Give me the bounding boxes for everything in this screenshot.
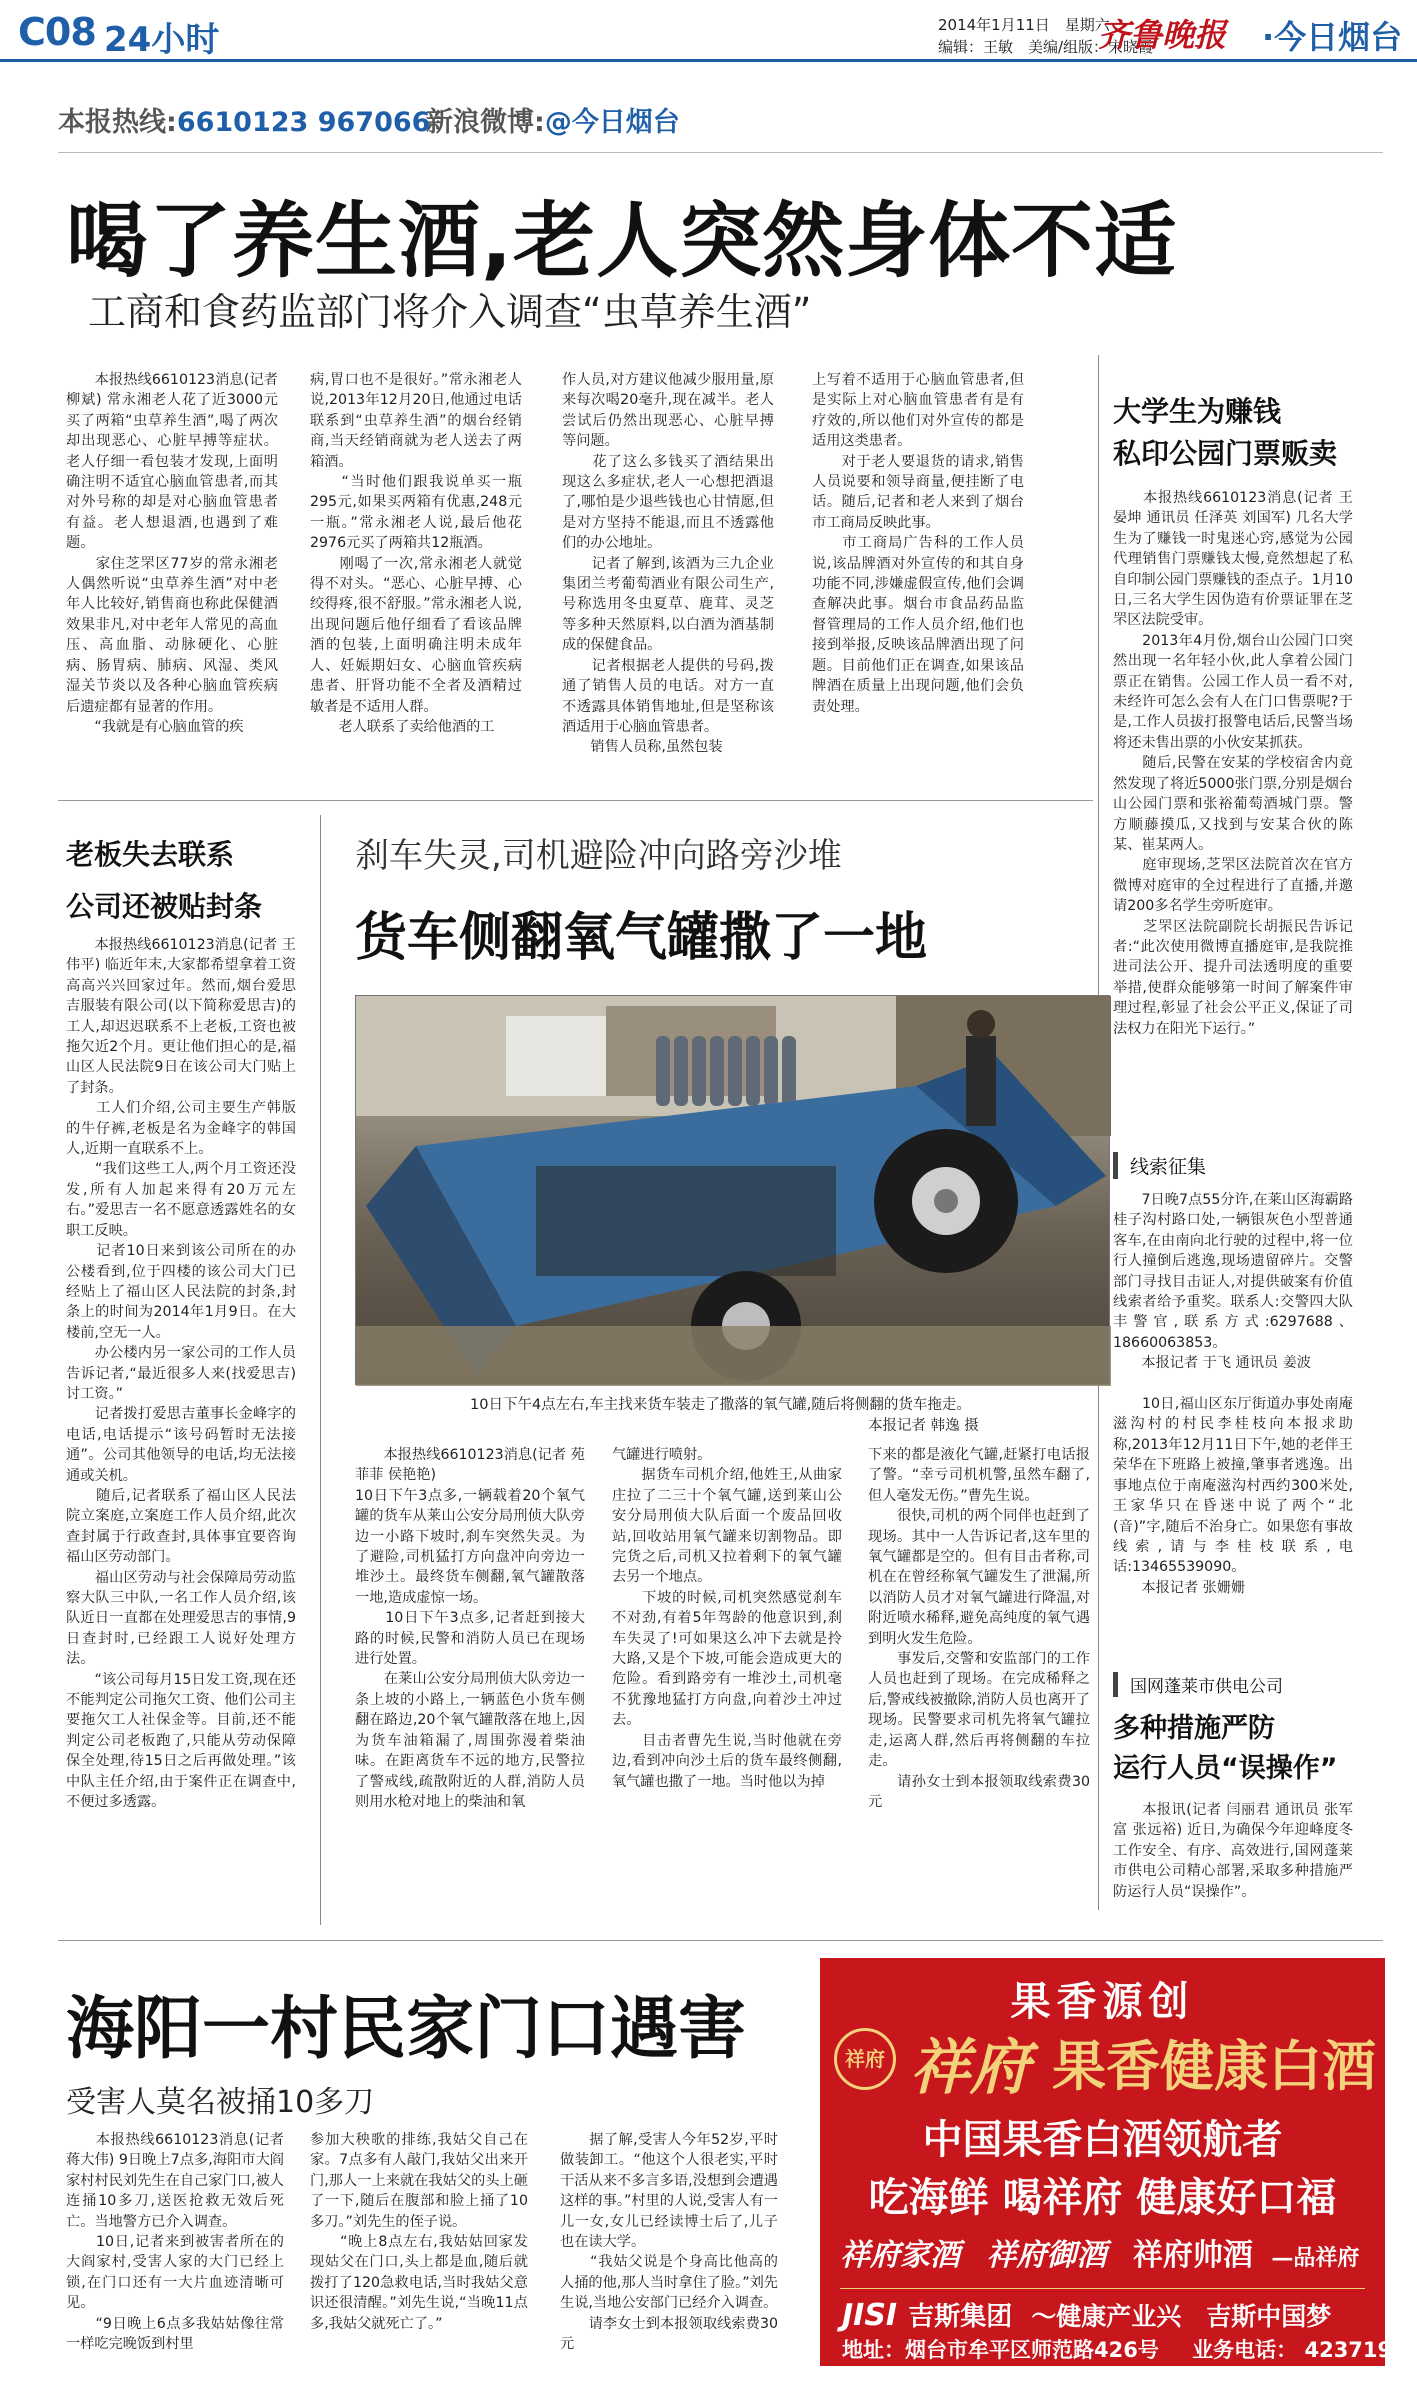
divider	[58, 152, 1383, 153]
divider	[58, 800, 1093, 801]
ad-series-1: 祥府家酒	[840, 2238, 960, 2273]
haiyang-column-3: 据了解,受害人今年52岁,平时做装卸工。“他这个人很老实,平时干活从来不多言多语,没想到会遭遇这样的事。”村里的人说,受害人有一儿一女,女儿已经读博士后了,儿子也在读大学。 “我姑父说是个身高比他高的人捅的他,那人当时拿住了脸。”刘先生说,当地公安部门已经介入调查。 请李女士到本报领取线索费30元	[560, 2132, 778, 2353]
lead-subheadline: 工商和食药监部门将介入调查“虫草养生酒”	[88, 290, 812, 334]
overturned-truck-image	[356, 996, 1111, 1386]
grid-label: 国网蓬莱市供电公司	[1113, 1672, 1283, 1697]
lead-column-2: 病,胃口也不是很好。”常永湘老人说,2013年12月20日,他通过电话联系到“虫草养生酒”的烟台经销商,当天经销商就为老人送去了两箱酒。 “当时他们跟我说单买一瓶295元,如果买两箱有优惠,248元一瓶。”常永湘老人说,最后他花2976元买了两箱共12瓶酒。 刚喝了一次,常永湘老人就觉得不对头。“恶心、心脏早搏、心绞得疼,很不舒服。”常永湘老人说,出现问题后他仔细看了看该品牌酒的包装,上面明确注明未成年人、妊娠期妇女、心脑血管疾病患者、肝肾功能不全者及酒精过敏者是不适用人群。 老人联系了卖给他酒的工	[310, 372, 522, 735]
weibo-label: 新浪微博:	[426, 107, 545, 138]
lead-column-4: 上写着不适用于心脑血管患者,但是实际上对心脑血管患者有是有疗效的,所以他们对外宣传的都是适用这类患者。 对于老人要退货的请求,销售人员说要和领导商量,便挂断了电话。随后,记者和老人来到了烟台市工商局反映此事。 市工商局广告科的工作人员说,该品牌酒对外宣传的和其自身功能不同,涉嫌虚假宣传,他们会调查解决此事。烟台市食品药品监督管理局的工作人员介绍,他们也接到举报,反映该品牌酒出现了问题。目前他们正在调查,如果该品牌酒在质量上出现问题,他们会负责处理。	[812, 372, 1024, 715]
truck-column-1: 本报热线6610123消息(记者 苑菲菲 侯艳艳) 10日下午3点多,一辆载着20个氧气罐的货车从莱山公安分局刑侦大队旁边一小路下坡时,刹车突然失灵。为了避险,司机猛打方向盘冲向旁边一堆沙土。最终货车侧翻,氧气罐散落一地,造成虚惊一场。 10日下午3点多,记者赶到接大路的时候,民警和消防人员已在现场进行处置。 在莱山公安分局刑侦大队旁边一条上坡的小路上,一辆蓝色小货车侧翻在路边,20个氧气罐散落在地上,因为货车油箱漏了,周围弥漫着柴油味。在距离货车不远的地方,民警拉了警戒线,疏散附近的人群,消防人员则用水枪对地上的柴油和氧	[355, 1447, 585, 1810]
ad-brand: 祥府	[910, 2033, 1030, 2103]
grid-body: 本报讯(记者 闫丽君 通讯员 张军富 张远裕) 近日,为确保今年迎峰度冬工作安全、有序、高效进行,国网蓬莱市供电公司精心部署,采取多种措施严防运行人员“误操作”。	[1113, 1802, 1353, 1900]
grid-headline-2: 运行人员“误操作”	[1113, 1753, 1338, 1784]
photo-credit: 本报记者 韩逸 摄	[868, 1418, 979, 1434]
weibo-handle: @今日烟台	[544, 107, 680, 138]
lead-column-1: 本报热线6610123消息(记者 柳斌) 常永湘老人花了近3000元买了两箱“虫草养生酒”,喝了两次却出现恶心、心脏早搏等症状。老人仔细一看包装才发现,上面明确注明不适宜心脑血管患者,而其对外号称的却是对心脑血管患者有益。老人想退酒,也遇到了难题。 家住芝罘区77岁的常永湘老人偶然听说“虫草养生酒”对中老年人比较好,销售商也称此保健酒效果非凡,对中老年人常见的高血压、高血脂、动脉硬化、心脏病、肠胃病、肺病、风湿、类风湿关节炎以及各种心脑血管疾病后遗症都有显著的作用。 “我就是有心脑血管的疾	[66, 372, 278, 735]
lead-headline: 喝了养生酒,老人突然身体不适	[66, 194, 1178, 289]
student-body: 本报热线6610123消息(记者 王晏坤 通讯员 任泽英 刘国军) 几名大学生为了赚钱一时鬼迷心窍,感觉为公园代理销售门票赚钱太慢,竟然想起了私自印制公园门票赚钱的歪点子。1月10日,三名大学生因伪造有价票证罪在芝罘区法院受审。 2013年4月份,烟台山公园门口突然出现一名年轻小伙,此人拿着公园门票正在销售。公园工作人员一看不对,未经许可怎么会有人在门口售票呢?于是,工作人员拔打报警电话后,民警当场将还未售出票的小伙安某抓获。 随后,民警在安某的学校宿舍内竟然发现了将近5000张门票,分别是烟台山公园门票和张裕葡萄酒城门票。警方顺藤摸瓜,又找到与安某合伙的陈某、崔某两人。 庭审现场,芝罘区法院首次在官方微博对庭审的全过程进行了直播,并邀请200多名学生旁听庭审。 芝罘区法院副院长胡振民告诉记者:“此次使用微博直播庭审,是我院推进司法公开、提升司法透明度的重要举措,使群众能够第一时间了解案件审理过程,彰显了社会公平正义,保证了司法权力在阳光下运行。”	[1113, 490, 1353, 1037]
hotline-number: 6610123 967066	[176, 107, 431, 138]
newspaper-logo: 齐鲁晚报	[1098, 16, 1227, 54]
ad-series-3: 祥府帅酒	[1132, 2238, 1253, 2273]
witness-body: 7日晚7点55分许,在莱山区海霸路桂子沟村路口处,一辆银灰色小型普通客车,在由南向北行驶的过程中,将一位行人撞倒后逃逸,现场遗留碎片。交警部门寻找目击证人,对提供破案有价值线索者给予重奖。联系人:交警四大队丰警官,联系方式:6297688、18660063853。 本报记者 于飞 通讯员 姜波 10日,福山区东厅街道办事处南庵滋沟村的村民李桂枝向本报求助称,2013年12月11日下午,她的老伴王荣华在下班路上被撞,肇事者逃逸。出事地点位于南庵滋沟村西约300米处,王家华只在昏迷中说了两个“北(音)”字,随后不治身亡。如果您有事故线索,请与李桂枝联系,电话:13465539090。 本报记者 张姗姗	[1113, 1192, 1353, 1596]
column-rule	[320, 815, 321, 1925]
ad-series-tail: —品祥府	[1271, 2245, 1360, 2271]
boss-body: 本报热线6610123消息(记者 王伟平) 临近年末,大家都希望拿着工资高高兴兴回家过年。然而,烟台爱思吉服装有限公司(以下简称爱思吉)的工人,却迟迟联系不上老板,工资也被拖欠近2个月。更让他们担心的是,福山区人民法院9日在该公司大门贴上了封条。 工人们介绍,公司主要生产韩版的牛仔裤,老板是名为金峰字的韩国人,近期一直联系不上。 “我们这些工人,两个月工资还没发,所有人加起来得有20万元左右。”爱思吉一名不愿意透露姓名的女职工反映。 记者10日来到该公司所在的办公楼看到,位于四楼的该公司大门已经贴上了福山区人民法院的封条,封条上的时间为2014年1月9日。在大楼前,空无一人。 办公楼内另一家公司的工作人员告诉记者,“最近很多人来(找爱思吉)讨工资。” 记者拨打爱思吉董事长金峰字的电话,电话提示“该号码暂时无法接通”。公司其他领导的电话,均无法接通或关机。 随后,记者联系了福山区人民法院立案庭,立案庭工作人员介绍,此次查封属于行政查封,具体事宜要咨询福山区劳动部门。 福山区劳动与社会保障局劳动监察大队三中队,一名工作人员介绍,该队近日一直都在处理爱思吉的事情,9日查封时,已经跟工人说好处理方法。 “该公司每月15日发工资,现在还不能判定公司拖欠工资、他们公司主要拖欠工人社保金等。目前,还不能判定公司老板跑了,只能从劳动保障保全处理,待15日之后再做处理。”该中队主任介绍,由于案件正在调查中,不便过多透露。	[66, 937, 296, 1811]
liquor-advertisement	[820, 1958, 1407, 2366]
issue-date: 2014年1月11日 星期六	[938, 16, 1110, 34]
editors-credit: 编辑：王敏 美编/组版：宋晓霞	[938, 38, 1154, 56]
section-title: 24小时	[104, 20, 220, 60]
ad-group-logo-icon: JISI	[842, 2298, 898, 2333]
ad-contact-row	[842, 2334, 1407, 2364]
edition-name: ·今日烟台	[1262, 18, 1403, 56]
ad-phone: 4237199	[1304, 2338, 1407, 2362]
boss-headline-1: 老板失去联系	[66, 838, 235, 871]
page-header	[0, 0, 1417, 62]
truck-headline: 货车侧翻氧气罐撒了一地	[355, 908, 928, 968]
grid-headline-1: 多种措施严防	[1113, 1713, 1275, 1744]
ad-slogan-2: 吃海鲜 喝祥府 健康好口福	[868, 2175, 1337, 2221]
ad-tagline: ～健康产业兴 吉斯中国梦	[1031, 2302, 1332, 2331]
student-headline-2: 私印公园门票贩卖	[1113, 437, 1338, 470]
hotline	[58, 100, 430, 139]
ad-group-row	[842, 2296, 1331, 2333]
photo-caption: 10日下午4点左右,车主找来货车装走了撒落的氧气罐,随后将侧翻的货车拖走。	[470, 1397, 971, 1413]
ad-group-name: 吉斯集团	[908, 2302, 1013, 2332]
lead-column-3: 作人员,对方建议他减少服用量,原来每次喝20毫升,现在减半。老人尝试后仍然出现恶心、心脏早搏等问题。 花了这么多钱买了酒结果出现这么多症状,老人一心想把酒退了,哪怕是少退些钱也心甘情愿,但是对方坚持不能退,而且不透露他们的办公地址。 记者了解到,该酒为三九企业集团兰考葡萄酒业有限公司生产,号称选用冬虫夏草、鹿茸、灵芝等多种天然原料,以白酒为酒基制成的保健食品。 记者根据老人提供的号码,拨通了销售人员的电话。对方一直不透露具体销售地址,但是坚称该酒适用于心脑血管患者。 销售人员称,虽然包装	[562, 372, 774, 756]
ad-top-slogan: 果香源创	[1010, 1978, 1195, 2025]
truck-kicker: 刹车失灵,司机避险冲向路旁沙堆	[355, 836, 842, 876]
ad-series-2: 祥府御酒	[986, 2238, 1107, 2273]
weibo	[426, 100, 680, 139]
ad-address: 地址：烟台市牟平区师范路426号	[842, 2338, 1159, 2362]
student-headline-1: 大学生为赚钱	[1113, 395, 1282, 428]
boss-headline-2: 公司还被贴封条	[66, 890, 263, 923]
haiyang-subheadline: 受害人莫名被捅10多刀	[66, 2085, 375, 2120]
haiyang-column-1: 本报热线6610123消息(记者 蒋大伟) 9日晚上7点多,海阳市大阎家村村民刘先生在自己家门口,被人连捅10多刀,送医抢救无效后死亡。当地警方已介入调查。 10日,记者来到被害者所在的大阎家村,受害人家的大门已经上锁,在门口还有一大片血迹清晰可见。 “9日晚上6点多我姑姑像往常一样吃完晚饭到村里	[66, 2132, 284, 2353]
hotline-label: 本报热线:	[58, 107, 177, 138]
page-number: C08	[18, 10, 96, 54]
ad-phone-label: 业务电话：	[1192, 2338, 1298, 2362]
truck-column-3: 下来的都是液化气罐,赶紧打电话报了警。“幸亏司机机警,虽然车翻了,但人毫发无伤。”曹先生说。 很快,司机的两个同伴也赶到了现场。其中一人告诉记者,这车里的氧气罐都是空的。但有目击者称,司机在在曾经称氧气罐发生了泄漏,所以消防人员才对氧气罐进行降温,对附近喷水稀释,避免高纯度的氧气遇到明火发生危险。 事发后,交警和安监部门的工作人员也赶到了现场。在完成稀释之后,警戒线被撤除,消防人员也离开了现场。民警要求司机先将氧气罐拉走,运离人群,然后再将侧翻的车拉走。 请孙女士到本报领取线索费30元	[868, 1447, 1090, 1810]
ad-seal-icon: 祥府	[834, 2028, 896, 2090]
ad-divider	[840, 2288, 1365, 2289]
haiyang-column-2: 参加大秧歌的排练,我姑父自己在家。7点多有人敲门,我姑父出来开门,那人一上来就在我姑父的头上砸了一下,随后在腹部和脸上捅了10多刀。”刘先生的侄子说。 “晚上8点左右,我姑姑回家发现姑父在门口,头上都是血,随后就拨打了120急救电话,当时我姑父意识还很清醒。”刘先生说,“当晚11点多,我姑父就死亡了。”	[310, 2132, 528, 2332]
ad-slogan-1: 中国果香白酒领航者	[922, 2116, 1283, 2163]
divider	[58, 1940, 1383, 1941]
haiyang-headline: 海阳一村民家门口遇害	[66, 1990, 747, 2069]
truck-column-2: 气罐进行喷射。 据货车司机介绍,他姓王,从曲家庄拉了二三十个氧气罐,送到莱山公安分局刑侦大队后面一个废品回收站,回收站用氧气罐来切割物品。即完货之后,司机又拉着剩下的氧气罐去另一个地点。 下坡的时候,司机突然感觉刹车不对劲,有着5年驾龄的他意识到,刹车失灵了!可如果这么冲下去就是拎大路,又是个下坡,可能会造成更大的危险。看到路旁有一堆沙土,司机毫不犹豫地猛打方向盘,向着沙土冲过去。 目击者曹先生说,当时他就在旁边,看到冲向沙土后的货车最终侧翻,氧气罐也撒了一地。当时他以为掉	[612, 1447, 842, 1790]
truck-accident-photo	[355, 995, 1110, 1385]
witness-label: 线索征集	[1113, 1152, 1206, 1179]
ad-product: 果香健康白酒	[1052, 2034, 1376, 2098]
